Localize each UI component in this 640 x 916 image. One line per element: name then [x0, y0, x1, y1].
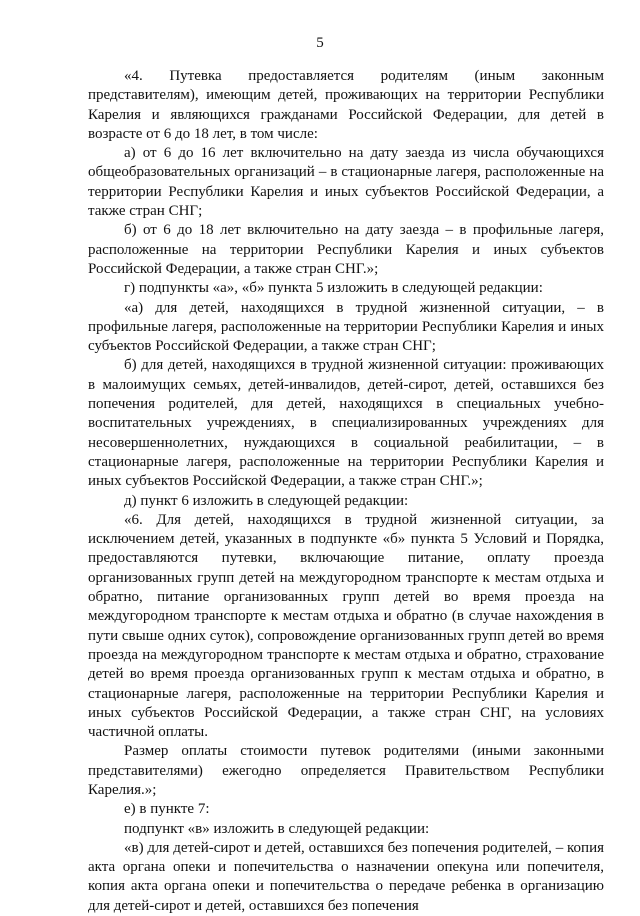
paragraph-item-6: «6. Для детей, находящихся в трудной жизненной ситуации, за исключением детей, указанных в подпункте «б» пункта 5 Условий и Порядка, предоставляются путевки, включающие питание, оплату проезда организованных групп детей на междугородном транспорте к местам отдыха и обратно, питание организованных групп детей во время проезда на междугородном транспорте к местам отдыха и обратно (в случае нахождения в пути свыше одних суток), сопровождение организованных групп детей во время проезда на междугородном транспорте к местам отдыха и обратно, страхование детей во время проезда организованных групп к местам отдыха и обратно, в стационарные лагеря, расположенные на территории Республики Карелия и иных субъектов Российской Федерации, а также стран СНГ, на условиях частичной оплаты. — [88, 511, 604, 741]
paragraph-amendment-g: г) подпункты «а», «б» пункта 5 изложить в следующей редакции: — [124, 280, 543, 297]
paragraph-subitem-b: б) от 6 до 18 лет включительно на дату заезда – в профильные лагеря, расположенные на территории Республики Карелия и иных субъектов Российской Федерации, а также стран СНГ.»; — [88, 222, 604, 277]
paragraph-subitem-v-intro: подпункт «в» изложить в следующей редакции: — [124, 820, 430, 837]
paragraph-payment-size: Размер оплаты стоимости путевок родителями (иными законными представителями) ежегодно определяется Правительством Республики Карелия.»; — [88, 743, 604, 798]
paragraph-item-4: «4. Путевка предоставляется родителям (иным законным представителям), имеющим детей, проживающих на территории Республики Карелия и являющихся гражданами Российской Федерации, для детей в возрасте от 6 до 18 лет, в том числе: — [88, 68, 604, 142]
paragraph-new-subitem-v: «в) для детей-сирот и детей, оставшихся без попечения родителей, – копия акта органа опеки и попечительства о назначении опекуна или попечителя, копия акта органа опеки и попечительства о передаче ребенка в организацию для детей-сирот и детей, оставшихся без попечения — [88, 839, 604, 914]
paragraph-amendment-d: д) пункт 6 изложить в следующей редакции: — [124, 492, 409, 509]
document-body — [88, 67, 604, 916]
page-number: 5 — [316, 35, 324, 51]
paragraph-amendment-e: е) в пункте 7: — [124, 801, 210, 818]
paragraph-new-subitem-b: б) для детей, находящихся в трудной жизненной ситуации: проживающих в малоимущих семьях, детей-инвалидов, детей-сирот, детей, оставшихся без попечения родителей, для детей, находящихся в специальных учебно-воспитательных учреждениях, в специализированных учреждениях для несовершеннолетних, нуждающихся в социальной реабилитации, – в стационарные лагеря, расположенные на территории Республики Карелия и иных субъектов Российской Федерации, а также стран СНГ.»; — [88, 357, 604, 490]
paragraph-new-subitem-a: «а) для детей, находящихся в трудной жизненной ситуации, – в профильные лагеря, расположенные на территории Республики Карелия и иных субъектов Российской Федерации, а также стран СНГ; — [88, 299, 604, 355]
paragraph-subitem-a: а) от 6 до 16 лет включительно на дату заезда из числа обучающихся общеобразовательных организаций – в стационарные лагеря, расположенные на территории Республики Карелия и иных субъектов Российской Федерации, а также стран СНГ; — [88, 145, 604, 220]
